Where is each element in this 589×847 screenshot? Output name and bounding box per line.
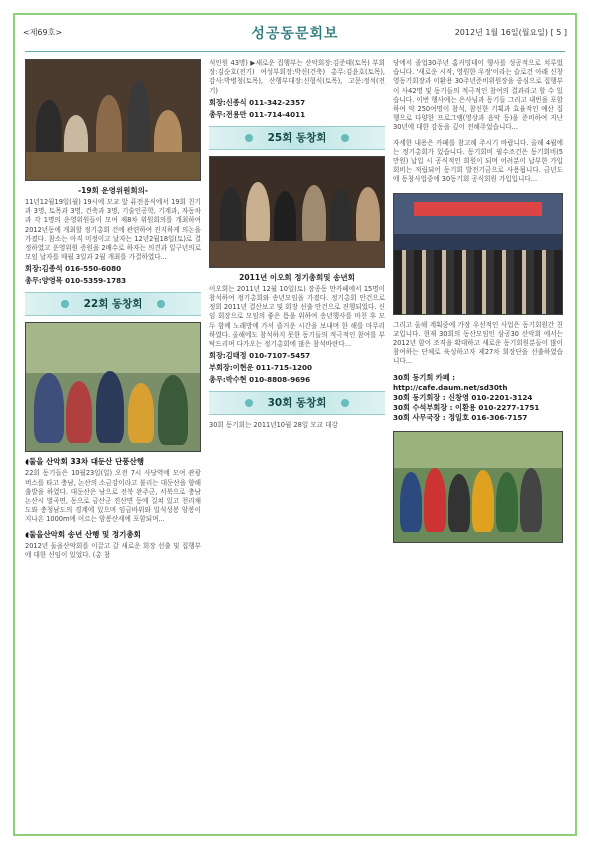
article-body: 30회 동기회는 2011년10월 28일 모교 대강	[209, 421, 338, 430]
contact-secretary: 총무:양영목 010-5359-1783	[25, 276, 127, 286]
article-body: 11년12월19일(월) 19시에 모교 앞 퓨전음식에서 19회 친기과 3명, 토목과 3명, 건축과 3명, 기술인공학, 기계과, 자동차과 각 1명의 운영위원들이 모여 제8차 위원회의를 개최하여 2012년동에 개최할 정기총회 건에 관련하여 진지하게 의논을 가졌다. 참소는 아직 미정이고 날자는 12년2월18일(토)로 결정하였고 운영위원 증원을 2배수로 하자는 의견과 일구년의로 모임 날자를 매월 3일과 2월 개최를 가결하였다...	[25, 198, 201, 262]
info-box	[393, 373, 563, 423]
section-banner-30: 30회 동창회	[209, 391, 385, 415]
issue-date: 2012년 1월 16일(월요일) [ 5 ]	[454, 28, 567, 37]
newsletter-page	[13, 13, 577, 836]
contact-secretary: 총무:박수현 010-8808-9696	[209, 375, 311, 385]
contact-secretary: 총무:전용만 011-714-4011	[209, 109, 306, 119]
article-body: 이오회는 2011년 12월 10일(토) 잠종동 만카페에서 15명이 참석하여 정기총회와 송년모임을 가졌다. 정기총회 안건으로 정회 2011년 결산보고 및 회장 선출 안건으로 진행되었다. 신임 회장으로 모임의 좋은 틈을 위하여 송년행사를 마친 후 모두 함께 노래방에 가서 즐거운 시간을 보내며 한 해를 마무리하였다. 올해에도 참석하지 못한 동기들의 적극적인 참여를 부탁드리며 다가오는 정기총회에 많은 참석바란다...	[209, 284, 385, 349]
newsletter-title: 성공동문회보	[251, 26, 339, 42]
cafe-link[interactable]: 30회 동기회 카페 : http://cafe.daum.net/sd30th	[393, 372, 508, 392]
header-divider	[25, 51, 565, 52]
photo-caption: -19회 운영위원회의-	[78, 186, 148, 195]
article-subheading: ◖둘을산악회 송년 산행 및 정기총회	[25, 529, 141, 539]
column-left	[25, 59, 201, 828]
photo-19th-meeting	[25, 59, 201, 181]
contact-president: 회장:신종식 011-342-2357	[209, 97, 306, 107]
photo-mountain-group	[393, 431, 563, 543]
issue-number: <제69호>	[23, 28, 63, 37]
contact-vice-president: 부회장:이현운 011-715-1200	[209, 363, 313, 373]
photo-homecoming-event	[393, 193, 563, 315]
article-body: 석인원 43명) ▶새로운 집행부는 산악회장:김준태(토목) 부회장:김순호(전기) 여성부회장:박선(건축) 총무:김윤호(토목), 감사:박병청(토목), 산행부대장:신형식(토목), 고문:정석(전기)	[209, 59, 385, 95]
contact-vice-president: 30회 수석부회장 : 이환용 010-2277-1751	[393, 402, 540, 412]
photo-25th-gathering	[209, 156, 385, 268]
section-banner-22: 22회 동창회	[25, 292, 201, 316]
contact-president: 회장:김태정 010-7107-5457	[209, 351, 311, 361]
page-header	[21, 23, 569, 45]
article-body: 2012년 둘을산악회를 이끌고 갈 새로운 회장 선출 및 집행부에 대한 선임이 있었다. (총 참	[25, 541, 201, 559]
contact-secretary: 30회 사무국장 : 정일호 016-306-7157	[393, 412, 528, 422]
column-right	[393, 59, 563, 828]
contact-president: 30회 동기회장 : 신창영 010-2201-3124	[393, 392, 533, 402]
article-subheading: ◖둘을 산악회 33차 대둔산 단풍산행	[25, 457, 145, 467]
photo-caption: 2011년 이오회 정기총회및 송년회	[239, 272, 355, 282]
photo-mountain-hike	[25, 322, 201, 452]
article-body: 그리고 올해 계획중에 가장 우선적인 사업은 동기회원간 친교입니다. 현재 30회의 동산모임인 삼공30 산악회 에서는 2012년 함이 조직을 확대하고 새로운 동기회원분들이 많이 참여하는 단체로 육성하고자 제27차 회장단을 선출하였습니다...	[393, 320, 563, 366]
section-banner-25: 25회 동창회	[209, 126, 385, 150]
column-middle	[209, 59, 385, 828]
article-body: 22회 동기들은 10월23일(일) 오전 7시 사당역에 모여 관광버스를 타고 충남, 논산의 소금강이라고 불리는 대둔산을 향해 출발을 하였다. 대둔산은 남으로 전북 완주군, 서북으로 충남 논산시 벌곡면, 동으로 금산군 진산면 등에 걸쳐 있고 천리채도와 충청남도의 경계에 있으며 임금바위와 일석성봉 암봉이 지나온 1000m에 이르는 암봉산세에 포함되며...	[25, 469, 201, 524]
contact-president: 회장:김종석 016-550-6080	[25, 264, 122, 274]
article-body: 자세한 내용은 카페를 참고해 주시기 바랍니다. 올해 4월에는 정기총회가 있습니다. 동기회비 필수조건은 동기회비(5만원) 납입 시 공식적인 회원이 되며 어려분이 납부한 가입회비는 적립되어 동기회 발전기금으로 사용됩니다. 금년도에 동창사업중에 30동기회 공식회원 가입입니다...	[393, 138, 563, 184]
article-body: 당에서 졸업30주년 홈커밍데이 행사를 성공적으로 치루었습니다. '새로운 시작, 영원한 우정'이라는 슬로건 아래 신창영동기회장과 이환용 30주년준비위원장을 중심으로 집행부이 사42명 및 동기들의 적극적인 참여의 결과라고 할 수 있습니다. 이번 행사에는 은사님과 동기들 그리고 내빈을 포함하여 약 250여명이 참석, 참신한 기획과 효율적인 예산 집행으로 다양한 프로그램(영상과 음악 등)을 준비하여 지난 30년에 대한 감동을 깊이 전해주었습니다...	[393, 59, 563, 132]
